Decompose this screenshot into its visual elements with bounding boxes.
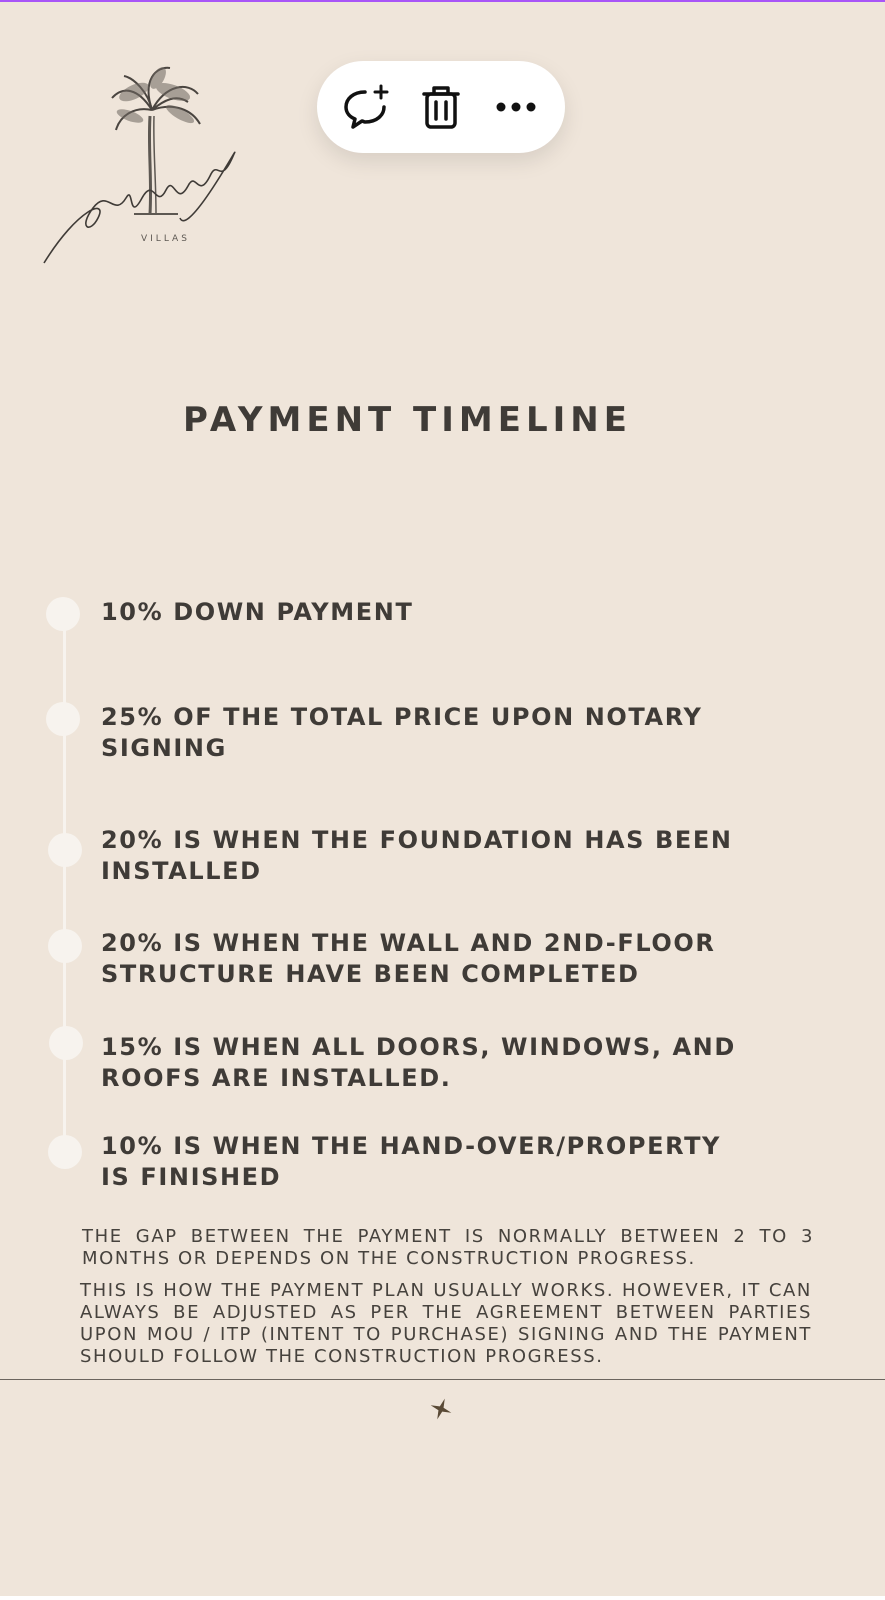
timeline-step-line: 10% DOWN PAYMENT	[101, 598, 414, 626]
timeline-step-line: 20% IS WHEN THE WALL AND 2ND-FLOOR	[101, 929, 716, 957]
trash-icon	[416, 82, 466, 132]
timeline-step-line: INSTALLED	[101, 857, 262, 885]
timeline-step-line: 10% IS WHEN THE HAND-OVER/PROPERTY	[101, 1132, 722, 1160]
top-accent-bar	[0, 0, 885, 2]
bottom-edge	[0, 1596, 885, 1600]
timeline-dot	[48, 833, 82, 867]
symphony-villas-logo	[38, 58, 258, 278]
timeline-step-line: ROOFS ARE INSTALLED.	[101, 1064, 452, 1092]
timeline-dot	[46, 597, 80, 631]
timeline-step	[101, 1131, 781, 1193]
more-icon	[491, 82, 541, 132]
timeline-step-line: SIGNING	[101, 734, 227, 762]
timeline-dot	[48, 929, 82, 963]
floating-toolbar	[317, 61, 565, 153]
more-options-button[interactable]	[485, 76, 547, 138]
timeline-step-line: STRUCTURE HAVE BEEN COMPLETED	[101, 960, 640, 988]
timeline-dot	[48, 1135, 82, 1169]
timeline-step	[101, 825, 781, 887]
comment-add-icon	[341, 82, 391, 132]
footer-divider	[0, 1379, 885, 1380]
timeline-step-line: IS FINISHED	[101, 1163, 282, 1191]
timeline-step	[101, 1032, 781, 1094]
logo-subtitle: VILLAS	[141, 234, 190, 244]
page-title: PAYMENT TIMELINE	[183, 400, 632, 440]
timeline-dot	[49, 1026, 83, 1060]
timeline-step	[101, 702, 781, 764]
add-comment-button[interactable]	[335, 76, 397, 138]
timeline-step-line: 25% OF THE TOTAL PRICE UPON NOTARY	[101, 703, 703, 731]
palm-tree-logo-icon	[38, 58, 258, 278]
delete-button[interactable]	[410, 76, 472, 138]
sparkle-star-icon	[428, 1396, 454, 1422]
timeline-step	[101, 928, 781, 990]
timeline-step-line: 20% IS WHEN THE FOUNDATION HAS BEEN	[101, 826, 733, 854]
timeline-dot	[46, 702, 80, 736]
timeline-step	[101, 597, 781, 628]
payment-plan-note: THIS IS HOW THE PAYMENT PLAN USUALLY WORKS. HOWEVER, IT CAN ALWAYS BE ADJUSTED AS PER THE AGREEMENT BETWEEN PARTIES UPON MOU / ITP (INTENT TO PURCHASE) SIGNING AND THE PAYMENT SHOULD FOLLOW THE CONSTRUCTION PROGRESS.	[80, 1280, 812, 1367]
payment-gap-note: THE GAP BETWEEN THE PAYMENT IS NORMALLY BETWEEN 2 TO 3 MONTHS OR DEPENDS ON THE CONSTRUCTION PROGRESS.	[82, 1226, 814, 1269]
timeline-line	[63, 615, 66, 1150]
timeline-step-line: 15% IS WHEN ALL DOORS, WINDOWS, AND	[101, 1033, 736, 1061]
